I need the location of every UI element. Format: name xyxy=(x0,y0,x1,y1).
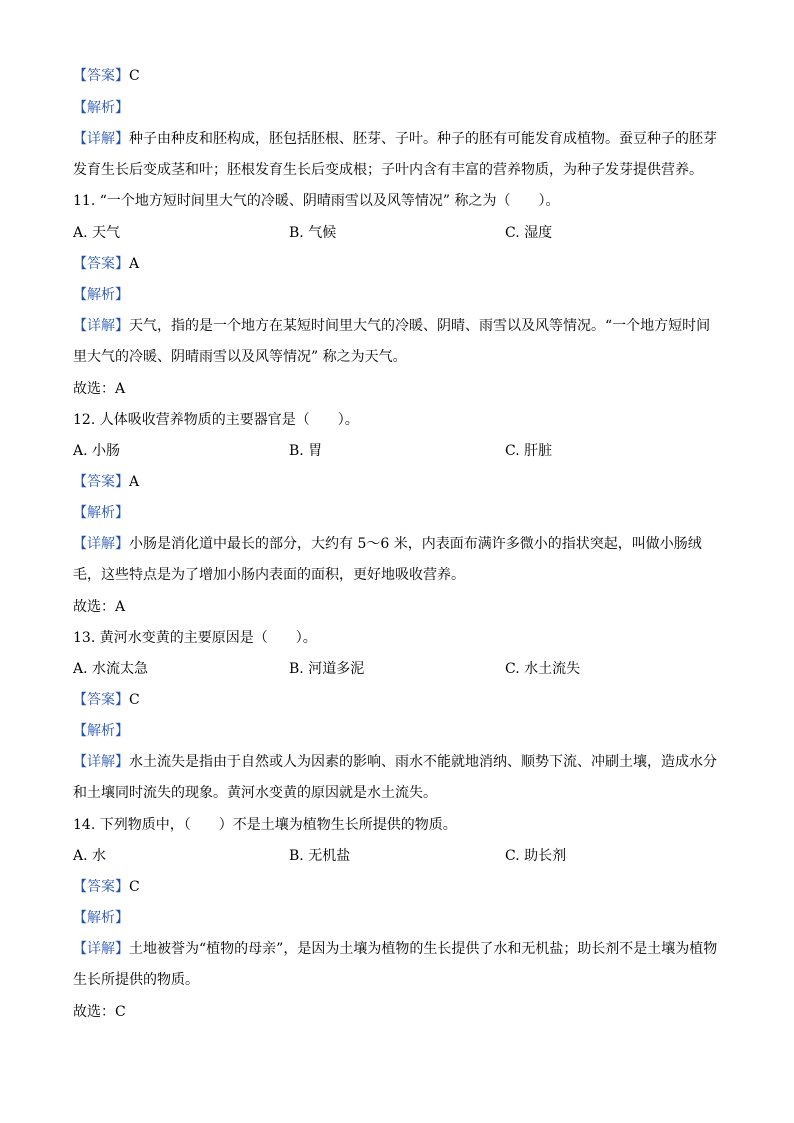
detail-paragraph xyxy=(73,934,723,996)
choice-line: 故选：C xyxy=(73,1004,126,1020)
analysis-label: 【解析】 xyxy=(73,287,129,303)
choice-line: 故选：A xyxy=(73,599,126,615)
question-11: 11. “一个地方短时间里大气的冷暖、阴晴雨雪以及风等情况” 称之为（ ）。 xyxy=(73,193,560,209)
detail-text: 天气，指的是一个地方在某短时间里大气的冷暖、阴晴、雨雪以及风等情况。“一个地方短时间里大气的冷暖、阴晴雨雪以及风等情况” 称之为天气。 xyxy=(73,318,711,365)
detail-text: 小肠是消化道中最长的部分，大约有 5～6 米，内表面布满许多微小的指状突起，叫做小肠绒毛，这些特点是为了增加小肠内表面的面积，更好地吸收营养。 xyxy=(73,536,702,583)
answer-label: 【答案】 xyxy=(73,474,129,490)
analysis-line xyxy=(73,908,723,928)
answer-line xyxy=(73,66,723,86)
detail-paragraph xyxy=(73,124,723,186)
analysis-label: 【解析】 xyxy=(73,100,129,116)
question-12: 12. 人体吸收营养物质的主要器官是（ ）。 xyxy=(73,412,359,428)
answer-value: C xyxy=(129,879,140,895)
answer-line xyxy=(73,254,723,274)
answer-value: C xyxy=(129,68,140,84)
analysis-label: 【解析】 xyxy=(73,910,129,926)
detail-paragraph xyxy=(73,529,723,591)
detail-label: 【详解】 xyxy=(73,754,129,770)
question-14: 14. 下列物质中，（ ）不是土壤为植物生长所提供的物质。 xyxy=(73,817,457,833)
detail-text: 种子由种皮和胚构成，胚包括胚根、胚芽、子叶。种子的胚有可能发育成植物。蚕豆种子的胚芽发育生长后变成茎和叶；胚根发育生长后变成根；子叶内含有丰富的营养物质，为种子发芽提供营养。 xyxy=(73,131,717,178)
answer-label: 【答案】 xyxy=(73,879,129,895)
detail-label: 【详解】 xyxy=(73,941,129,957)
answer-value: C xyxy=(129,692,140,708)
analysis-line xyxy=(73,503,723,523)
detail-paragraph xyxy=(73,311,723,373)
q13-option-c: C. 水土流失 xyxy=(505,661,581,677)
analysis-label: 【解析】 xyxy=(73,505,129,521)
answer-value: A xyxy=(129,256,140,272)
q12-option-b: B. 胃 xyxy=(289,443,323,459)
q14-option-a: A. 水 xyxy=(73,848,107,864)
q11-option-c: C. 湿度 xyxy=(505,225,553,241)
q14-option-b: B. 无机盐 xyxy=(289,848,351,864)
answer-line xyxy=(73,690,723,710)
answer-label: 【答案】 xyxy=(73,692,129,708)
answer-label: 【答案】 xyxy=(73,256,129,272)
detail-paragraph xyxy=(73,747,723,809)
detail-text: 土地被誉为“植物的母亲”，是因为土壤为植物的生长提供了水和无机盐；助长剂不是土壤为植物生长所提供的物质。 xyxy=(73,941,718,988)
analysis-line xyxy=(73,721,723,741)
analysis-line xyxy=(73,98,723,118)
detail-text: 水土流失是指由于自然或人为因素的影响、雨水不能就地消纳、顺势下流、冲刷土壤，造成水分和土壤同时流失的现象。黄河水变黄的原因就是水土流失。 xyxy=(73,754,717,801)
analysis-line xyxy=(73,285,723,305)
answer-line xyxy=(73,877,723,897)
analysis-label: 【解析】 xyxy=(73,723,129,739)
q13-option-b: B. 河道多泥 xyxy=(289,661,365,677)
question-13: 13. 黄河水变黄的主要原因是（ ）。 xyxy=(73,630,317,646)
answer-value: A xyxy=(129,474,140,490)
detail-label: 【详解】 xyxy=(73,131,129,147)
answer-label: 【答案】 xyxy=(73,68,129,84)
q14-option-c: C. 助长剂 xyxy=(505,848,567,864)
q11-option-a: A. 天气 xyxy=(73,225,121,241)
q12-option-a: A. 小肠 xyxy=(73,443,121,459)
detail-label: 【详解】 xyxy=(73,536,129,552)
q13-option-a: A. 水流太急 xyxy=(73,661,149,677)
answer-line xyxy=(73,472,723,492)
q11-option-b: B. 气候 xyxy=(289,225,337,241)
choice-line: 故选：A xyxy=(73,381,126,397)
detail-label: 【详解】 xyxy=(73,318,129,334)
q12-option-c: C. 肝脏 xyxy=(505,443,553,459)
